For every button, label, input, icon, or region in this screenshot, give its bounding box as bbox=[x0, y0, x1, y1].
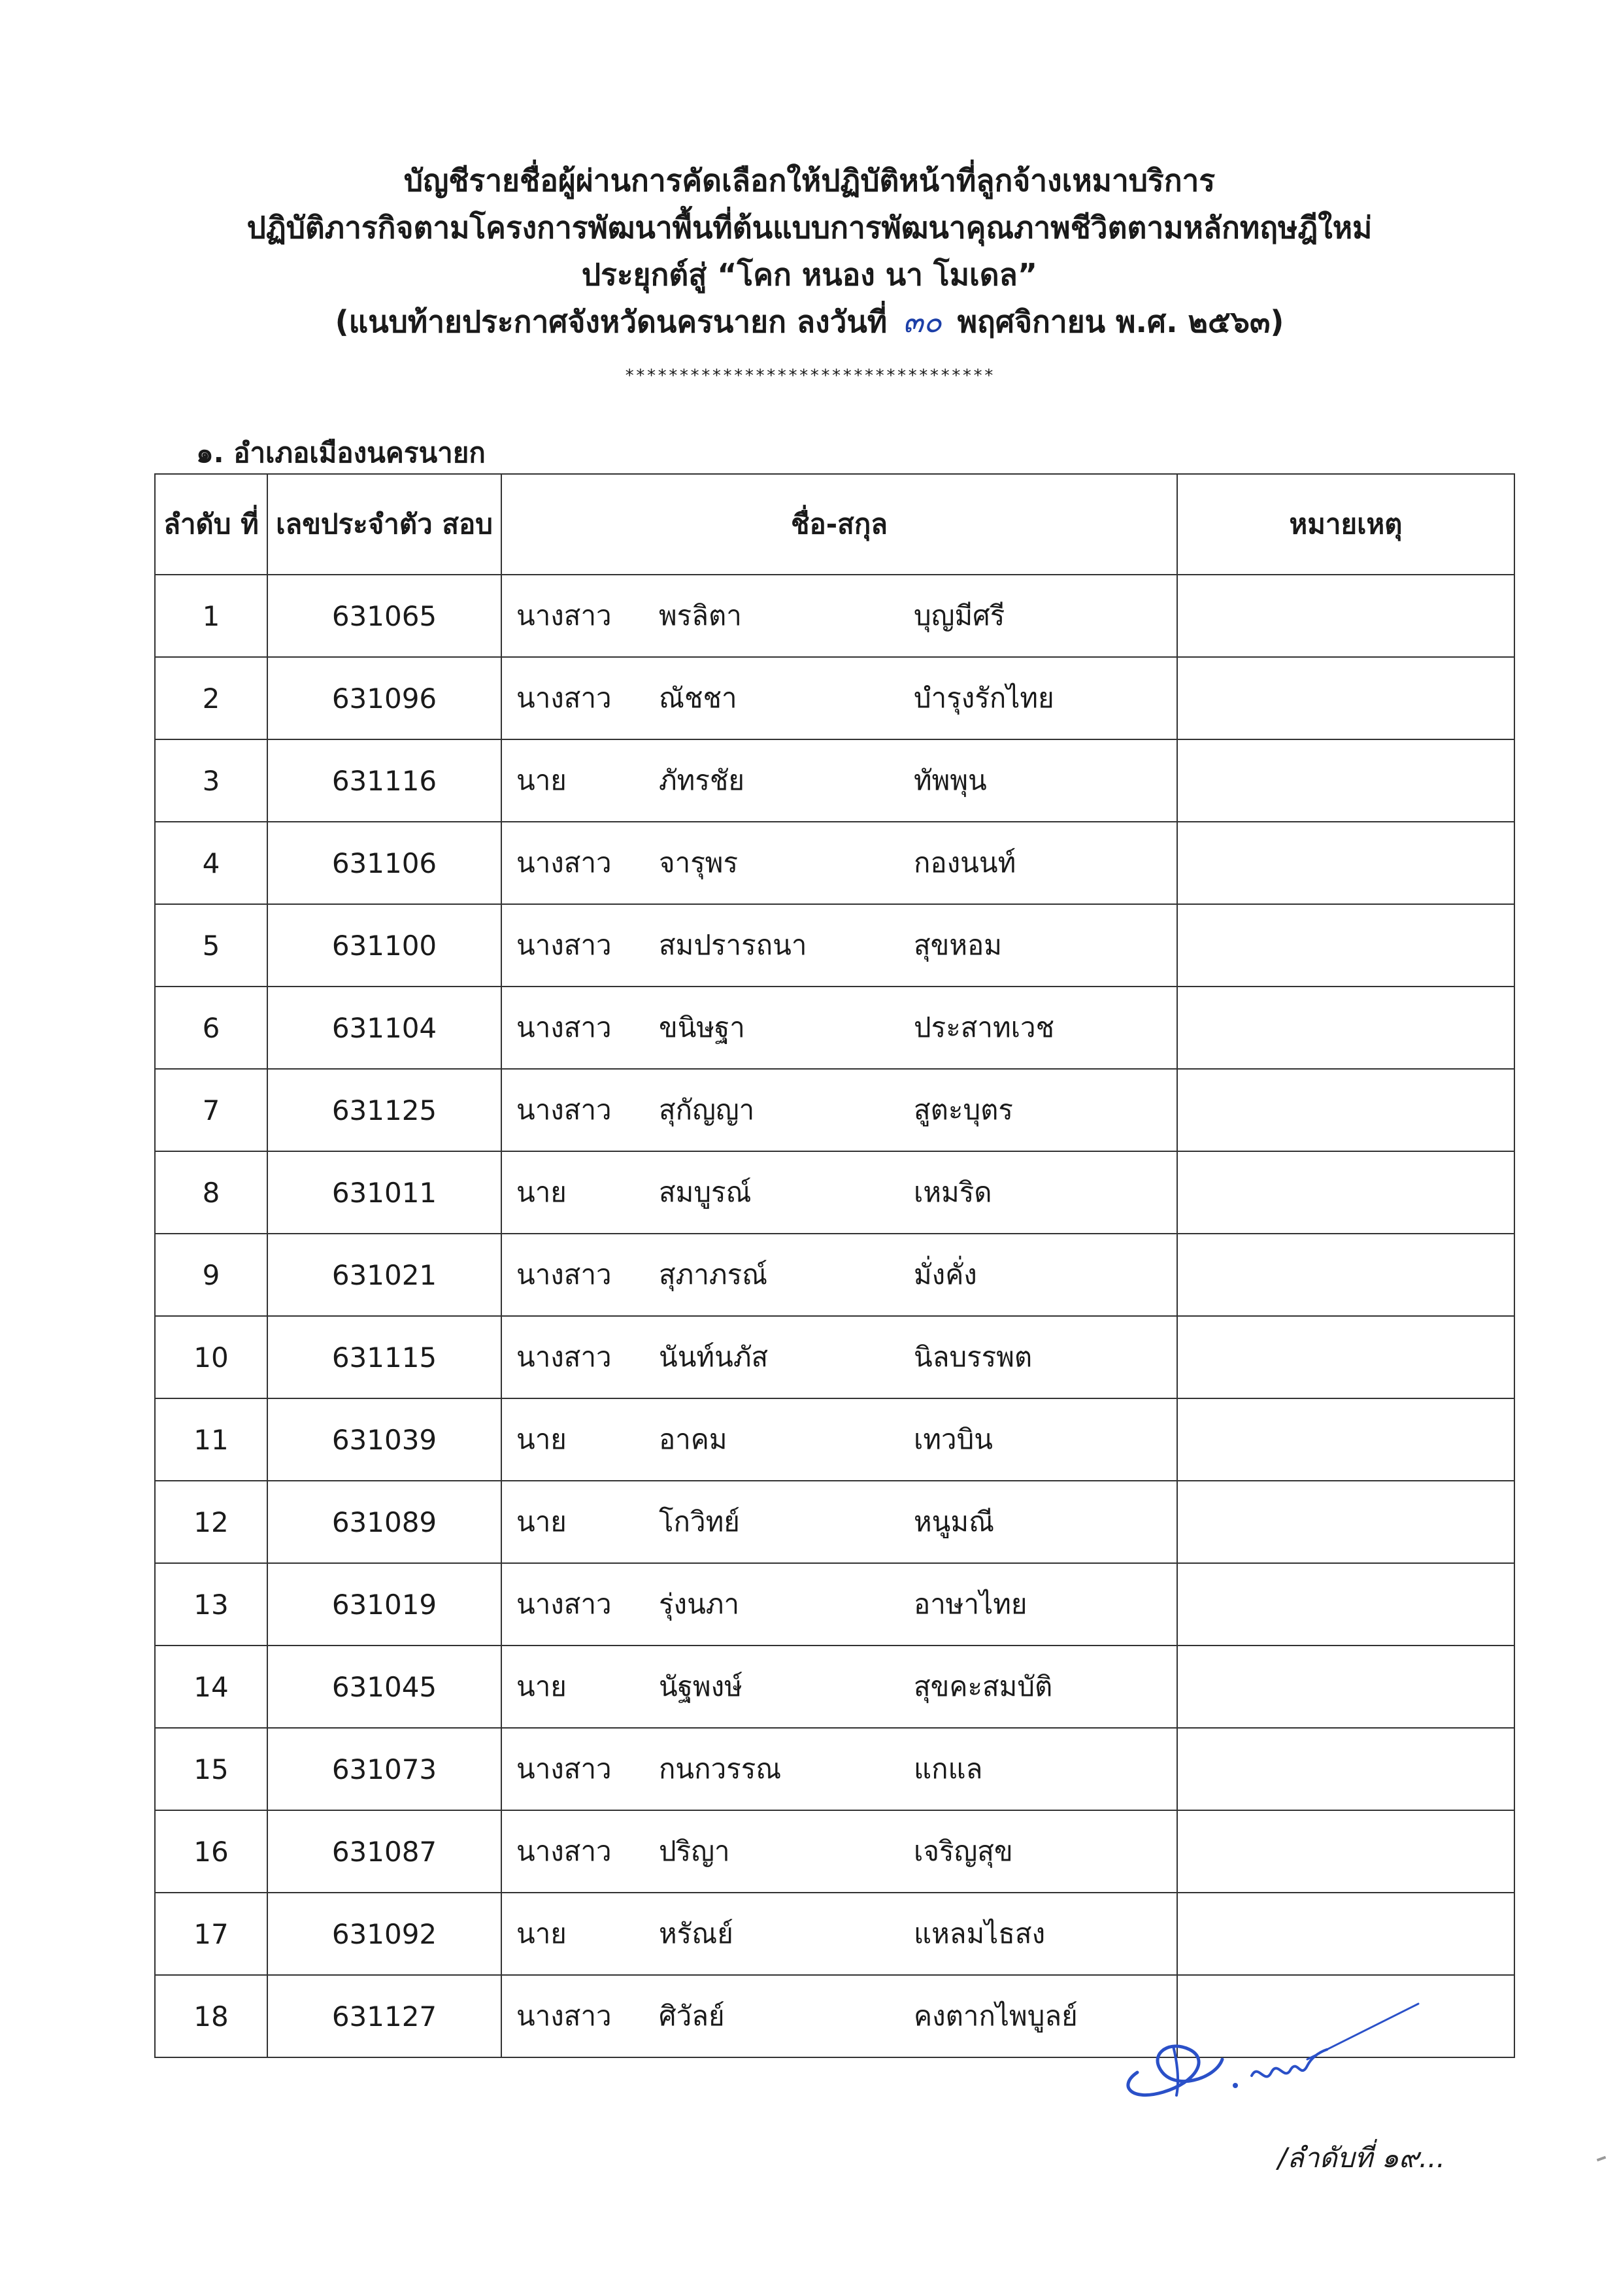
row-last-name: ประสาทเวช bbox=[914, 1011, 1055, 1043]
row-name bbox=[501, 1069, 1177, 1151]
row-last-name: เหมริด bbox=[914, 1176, 992, 1208]
row-remark bbox=[1177, 1234, 1514, 1316]
row-index: 1 bbox=[155, 575, 267, 657]
table-row bbox=[155, 1728, 1514, 1810]
row-remark bbox=[1177, 1398, 1514, 1481]
header-project: ประยุกต์สู่ “โคก หนอง นา โมเดล” bbox=[581, 257, 1038, 292]
date-suffix: พฤศจิกายน พ.ศ. ๒๕๖๓) bbox=[957, 304, 1284, 339]
table-row bbox=[155, 1810, 1514, 1893]
row-title: นางสาว bbox=[516, 1258, 612, 1291]
row-index: 16 bbox=[155, 1810, 267, 1893]
row-title: นางสาว bbox=[516, 1011, 612, 1043]
row-name bbox=[501, 739, 1177, 822]
header-title: บัญชีรายชื่อผู้ผ่านการคัดเลือกให้ปฏิบัติหน้าที่ลูกจ้างเหมาบริการ bbox=[403, 163, 1216, 198]
row-index: 17 bbox=[155, 1893, 267, 1975]
row-first-name: ณัชชา bbox=[659, 682, 737, 714]
row-first-name: กนกวรรณ bbox=[659, 1753, 782, 1785]
row-last-name: เทวบิน bbox=[914, 1423, 993, 1455]
row-index: 10 bbox=[155, 1316, 267, 1398]
row-title: นาย bbox=[516, 1506, 567, 1538]
row-index: 5 bbox=[155, 904, 267, 987]
row-first-name: ขนิษฐา bbox=[659, 1011, 745, 1043]
row-name bbox=[501, 1398, 1177, 1481]
row-name bbox=[501, 1234, 1177, 1316]
row-name bbox=[501, 1563, 1177, 1646]
row-exam-id: 631065 bbox=[267, 575, 501, 657]
row-exam-id: 631115 bbox=[267, 1316, 501, 1398]
table-row bbox=[155, 575, 1514, 657]
date-day: ๓๐ bbox=[903, 304, 942, 339]
row-first-name: สุภาภรณ์ bbox=[659, 1258, 768, 1291]
row-index: 13 bbox=[155, 1563, 267, 1646]
table-row bbox=[155, 1398, 1514, 1481]
row-last-name: คงตากไพบูลย์ bbox=[914, 2000, 1078, 2032]
table-row bbox=[155, 822, 1514, 904]
row-exam-id: 631104 bbox=[267, 987, 501, 1069]
table-header-row bbox=[155, 474, 1514, 575]
row-first-name: ภัทรชัย bbox=[659, 764, 745, 796]
row-last-name: นิลบรรพต bbox=[914, 1341, 1033, 1373]
row-last-name: กองนนท์ bbox=[914, 847, 1016, 879]
row-last-name: บุญมีศรี bbox=[914, 599, 1005, 632]
row-title: นางสาว bbox=[516, 682, 612, 714]
separator-line: ********************************** bbox=[624, 366, 995, 386]
row-first-name: สุกัญญา bbox=[659, 1094, 755, 1126]
row-exam-id: 631106 bbox=[267, 822, 501, 904]
row-index: 15 bbox=[155, 1728, 267, 1810]
row-exam-id: 631100 bbox=[267, 904, 501, 987]
row-index: 11 bbox=[155, 1398, 267, 1481]
row-name bbox=[501, 1893, 1177, 1975]
row-remark bbox=[1177, 657, 1514, 739]
row-exam-id: 631096 bbox=[267, 657, 501, 739]
row-remark bbox=[1177, 1481, 1514, 1563]
row-last-name: สูตะบุตร bbox=[914, 1094, 1013, 1126]
row-remark bbox=[1177, 987, 1514, 1069]
row-exam-id: 631125 bbox=[267, 1069, 501, 1151]
row-title: นางสาว bbox=[516, 1588, 612, 1620]
row-first-name: สมบูรณ์ bbox=[659, 1176, 752, 1208]
row-first-name: ปริญา bbox=[659, 1835, 730, 1867]
row-name bbox=[501, 1151, 1177, 1234]
row-remark bbox=[1177, 739, 1514, 822]
row-index: 2 bbox=[155, 657, 267, 739]
row-last-name: ทัพพุน bbox=[914, 764, 987, 796]
table-row bbox=[155, 1234, 1514, 1316]
row-index: 6 bbox=[155, 987, 267, 1069]
table-row bbox=[155, 1646, 1514, 1728]
header-remark: หมายเหตุ bbox=[1177, 474, 1514, 575]
row-remark bbox=[1177, 1563, 1514, 1646]
row-title: นางสาว bbox=[516, 929, 612, 961]
table-row bbox=[155, 657, 1514, 739]
row-last-name: สุขหอม bbox=[914, 929, 1002, 961]
document-header bbox=[0, 157, 1619, 345]
table-row bbox=[155, 1069, 1514, 1151]
header-subtitle: ปฏิบัติภารกิจตามโครงการพัฒนาพื้นที่ต้นแบบการพัฒนาคุณภาพชีวิตตามหลักทฤษฎีใหม่ bbox=[246, 210, 1373, 245]
row-title: นางสาว bbox=[516, 1835, 612, 1867]
row-remark bbox=[1177, 1316, 1514, 1398]
row-index: 3 bbox=[155, 739, 267, 822]
row-title: นาย bbox=[516, 1917, 567, 1950]
row-exam-id: 631011 bbox=[267, 1151, 501, 1234]
table-row bbox=[155, 987, 1514, 1069]
table-row bbox=[155, 1893, 1514, 1975]
header-exam-id: เลขประจำตัว สอบ bbox=[267, 474, 501, 575]
row-name bbox=[501, 987, 1177, 1069]
table-row bbox=[155, 1563, 1514, 1646]
row-name bbox=[501, 904, 1177, 987]
row-first-name: พรลิตา bbox=[659, 599, 742, 632]
row-last-name: อาษาไทย bbox=[914, 1588, 1027, 1620]
row-title: นางสาว bbox=[516, 599, 612, 632]
row-remark bbox=[1177, 575, 1514, 657]
row-first-name: รุ่งนภา bbox=[659, 1588, 740, 1620]
row-exam-id: 631087 bbox=[267, 1810, 501, 1893]
row-first-name: อาคม bbox=[659, 1423, 727, 1455]
row-index: 12 bbox=[155, 1481, 267, 1563]
row-remark bbox=[1177, 822, 1514, 904]
row-remark bbox=[1177, 1646, 1514, 1728]
row-exam-id: 631116 bbox=[267, 739, 501, 822]
row-exam-id: 631089 bbox=[267, 1481, 501, 1563]
header-announcement-date bbox=[0, 298, 1619, 345]
row-remark bbox=[1177, 1728, 1514, 1810]
row-first-name: นันท์นภัส bbox=[659, 1341, 769, 1373]
row-name bbox=[501, 1810, 1177, 1893]
row-first-name: นัฐพงษ์ bbox=[659, 1670, 743, 1702]
row-name bbox=[501, 657, 1177, 739]
row-title: นางสาว bbox=[516, 847, 612, 879]
date-prefix: (แนบท้ายประกาศจังหวัดนครนายก ลงวันที่ bbox=[335, 304, 888, 339]
header-name: ชื่อ-สกุล bbox=[501, 474, 1177, 575]
row-name bbox=[501, 1646, 1177, 1728]
row-title: นาย bbox=[516, 764, 567, 796]
row-last-name: เจริญสุข bbox=[914, 1835, 1013, 1867]
table-row bbox=[155, 1481, 1514, 1563]
row-title: นาย bbox=[516, 1423, 567, 1455]
row-remark bbox=[1177, 1069, 1514, 1151]
table-row bbox=[155, 739, 1514, 822]
row-last-name: แกแล bbox=[914, 1753, 983, 1785]
row-first-name: ศิวัลย์ bbox=[659, 2000, 725, 2032]
row-last-name: หนูมณี bbox=[914, 1506, 995, 1538]
row-first-name: โกวิทย์ bbox=[659, 1506, 740, 1538]
row-title: นางสาว bbox=[516, 1094, 612, 1126]
table-row bbox=[155, 1316, 1514, 1398]
row-title: นางสาว bbox=[516, 1341, 612, 1373]
row-index: 9 bbox=[155, 1234, 267, 1316]
row-exam-id: 631019 bbox=[267, 1563, 501, 1646]
row-name bbox=[501, 1975, 1177, 2057]
row-remark bbox=[1177, 1893, 1514, 1975]
row-title: นางสาว bbox=[516, 2000, 612, 2032]
row-index: 8 bbox=[155, 1151, 267, 1234]
header-index: ลำดับ ที่ bbox=[155, 474, 267, 575]
row-exam-id: 631127 bbox=[267, 1975, 501, 2057]
row-remark bbox=[1177, 1151, 1514, 1234]
row-remark bbox=[1177, 1810, 1514, 1893]
candidate-table bbox=[154, 473, 1515, 2058]
table-body bbox=[155, 575, 1514, 2057]
row-first-name: จารุพร bbox=[659, 847, 738, 879]
row-name bbox=[501, 822, 1177, 904]
row-exam-id: 631021 bbox=[267, 1234, 501, 1316]
row-name bbox=[501, 1728, 1177, 1810]
row-remark bbox=[1177, 904, 1514, 987]
table-row bbox=[155, 1151, 1514, 1234]
row-exam-id: 631039 bbox=[267, 1398, 501, 1481]
row-title: นางสาว bbox=[516, 1753, 612, 1785]
row-title: นาย bbox=[516, 1176, 567, 1208]
page-continuation: /ลำดับที่ ๑๙... bbox=[1278, 2142, 1445, 2174]
row-title: นาย bbox=[516, 1670, 567, 1702]
row-exam-id: 631045 bbox=[267, 1646, 501, 1728]
row-last-name: บำรุงรักไทย bbox=[914, 682, 1054, 714]
row-index: 4 bbox=[155, 822, 267, 904]
table-row bbox=[155, 904, 1514, 987]
row-index: 7 bbox=[155, 1069, 267, 1151]
district-heading: ๑. อำเภอเมืองนครนายก bbox=[196, 437, 486, 469]
scan-mark bbox=[1597, 2156, 1607, 2162]
row-index: 14 bbox=[155, 1646, 267, 1728]
row-first-name: สมปรารถนา bbox=[659, 929, 807, 961]
row-last-name: มั่งคั่ง bbox=[914, 1258, 977, 1291]
row-name bbox=[501, 1481, 1177, 1563]
row-exam-id: 631092 bbox=[267, 1893, 501, 1975]
signature-mark bbox=[1111, 1987, 1425, 2105]
row-index: 18 bbox=[155, 1975, 267, 2057]
row-exam-id: 631073 bbox=[267, 1728, 501, 1810]
row-name bbox=[501, 575, 1177, 657]
row-first-name: หรัณย์ bbox=[659, 1917, 733, 1950]
row-name bbox=[501, 1316, 1177, 1398]
row-last-name: สุขคะสมบัติ bbox=[914, 1670, 1053, 1702]
row-last-name: แหลมไธสง bbox=[914, 1917, 1046, 1950]
